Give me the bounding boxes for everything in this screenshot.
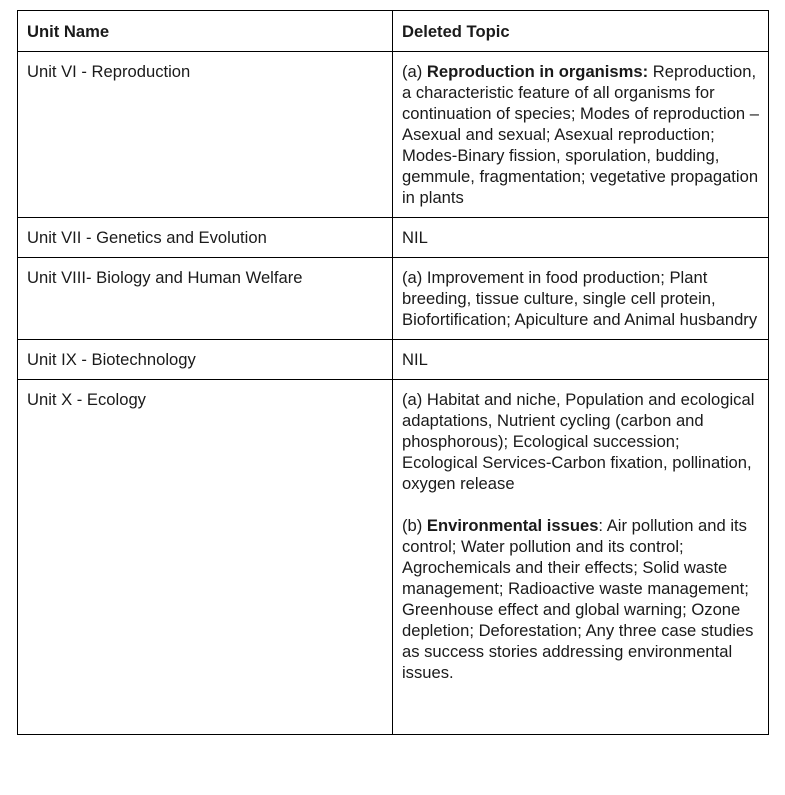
topic-cell [393, 52, 769, 218]
table-body [18, 52, 769, 735]
topic-text: NIL [402, 228, 428, 247]
table-row [18, 218, 769, 258]
header-unit-name: Unit Name [18, 11, 393, 52]
topic-paragraph [402, 227, 759, 248]
unit-cell: Unit VII - Genetics and Evolution [18, 218, 393, 258]
topic-paragraph [402, 61, 759, 208]
topic-cell [393, 340, 769, 380]
unit-cell: Unit VI - Reproduction [18, 52, 393, 218]
header-row [18, 11, 769, 52]
unit-cell: Unit VIII- Biology and Human Welfare [18, 258, 393, 340]
topic-paragraph [402, 389, 759, 494]
table-row [18, 380, 769, 735]
topic-bold-heading: Reproduction in organisms: [426, 62, 649, 81]
topic-prefix: (a) [402, 62, 427, 81]
unit-cell: Unit X - Ecology [18, 380, 393, 735]
topic-paragraph [402, 267, 759, 330]
topic-text: (a) Improvement in food production; Plant breeding, tissue culture, single cell protein, Biofortification; Apiculture and Animal husbandry [402, 268, 758, 329]
topic-bold-heading: Environmental issues [426, 516, 599, 535]
header-deleted-topic: Deleted Topic [393, 11, 769, 52]
table-row [18, 52, 769, 218]
topic-text: (a) Habitat and niche, Population and ecological adaptations, Nutrient cycling (carbon and phosphorous); Ecological succession; Ecological Services-Carbon fixation, pollination, oxygen release [402, 390, 755, 493]
topic-paragraph [402, 349, 759, 370]
topic-cell [393, 258, 769, 340]
topic-prefix: (b) [402, 516, 427, 535]
table-row [18, 258, 769, 340]
table-header [18, 11, 769, 52]
topic-cell [393, 218, 769, 258]
topic-paragraph [402, 515, 759, 683]
deleted-topics-table [17, 10, 769, 735]
topic-text: : Air pollution and its control; Water pollution and its control; Agrochemicals and their effects; Solid waste management; Radioactive waste management; Greenhouse effect and global warning; Ozone depletion; Deforestation; Any three case studies as success stories addressing environmental issues. [402, 516, 754, 682]
unit-cell: Unit IX - Biotechnology [18, 340, 393, 380]
topic-text: NIL [402, 350, 428, 369]
table-row [18, 340, 769, 380]
topic-cell [393, 380, 769, 735]
topic-text: Reproduction, a characteristic feature of all organisms for continuation of species; Modes of reproduction – Asexual and sexual; Asexual reproduction; Modes-Binary fission, sporulation, budding, gemmule, fragmentation; vegetative propagation in plants [402, 62, 759, 207]
